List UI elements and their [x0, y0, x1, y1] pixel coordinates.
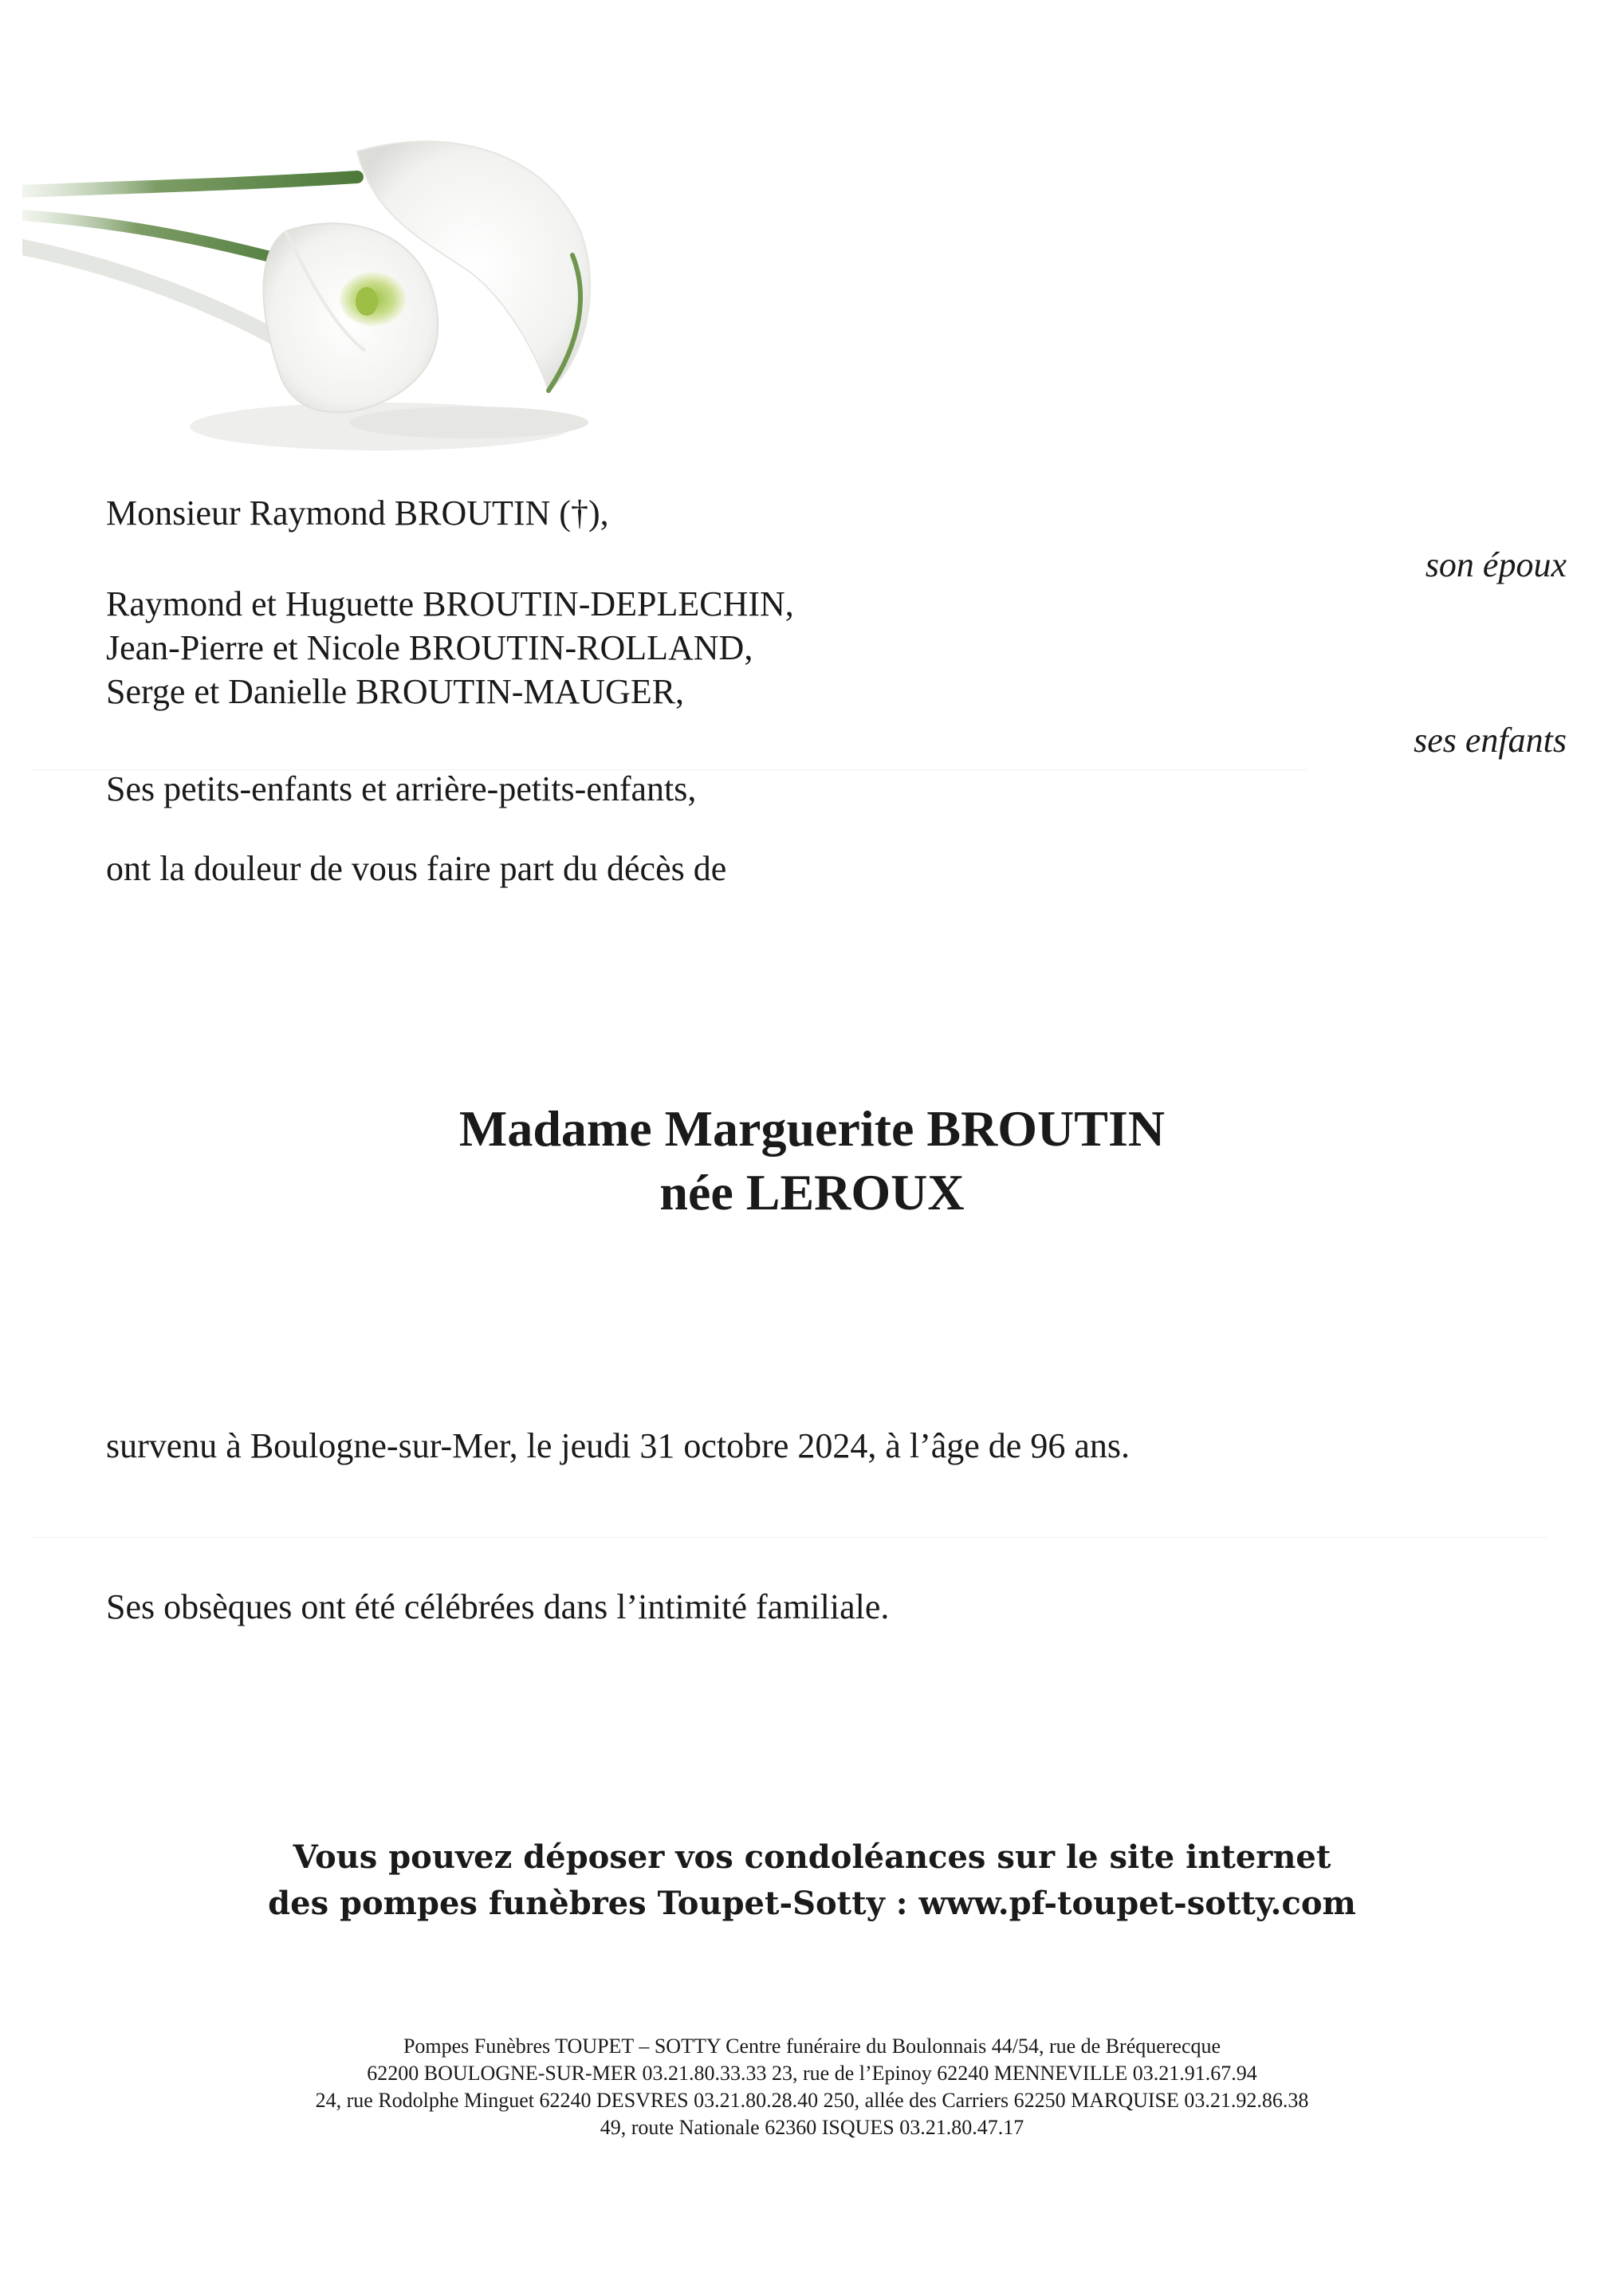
calla-lily-flower-icon — [22, 136, 620, 454]
children-role: ses enfants — [1414, 721, 1567, 760]
footer-address-line: 49, route Nationale 62360 ISQUES 03.21.80.47.17 — [600, 2116, 1024, 2139]
child-couple: Serge et Danielle BROUTIN-MAUGER, — [106, 672, 685, 711]
footer-address-line: 62200 BOULOGNE-SUR-MER 03.21.80.33.33 23, rue de l’Epinoy 62240 MENNEVILLE 03.21.91.67.94 — [367, 2062, 1257, 2085]
condolences-website-line: des pompes funèbres Toupet-Sotty : www.pf-toupet-sotty.com — [268, 1885, 1356, 1922]
spouse-name: Monsieur Raymond BROUTIN (†), — [106, 493, 609, 533]
death-details: survenu à Boulogne-sur-Mer, le jeudi 31 octobre 2024, à l’âge de 96 ans. — [106, 1426, 1130, 1465]
funeral-note: Ses obsèques ont été célébrées dans l’intimité familiale. — [106, 1587, 890, 1626]
scan-divider — [32, 1537, 1547, 1538]
deceased-name: Madame Marguerite BROUTIN — [458, 1100, 1166, 1157]
condolences-line: Vous pouvez déposer vos condoléances sur le site internet — [293, 1838, 1331, 1876]
child-couple: Raymond et Huguette BROUTIN-DEPLECHIN, — [106, 584, 794, 623]
grandchildren-line: Ses petits-enfants et arrière-petits-enfants, — [106, 769, 697, 808]
footer-address-line: Pompes Funèbres TOUPET – SOTTY Centre funéraire du Boulonnais 44/54, rue de Bréquerecque — [403, 2035, 1221, 2058]
deceased-maiden-name: née LEROUX — [659, 1164, 965, 1221]
announcement-line: ont la douleur de vous faire part du décès de — [106, 849, 727, 888]
child-couple: Jean-Pierre et Nicole BROUTIN-ROLLAND, — [106, 628, 753, 667]
spouse-role: son époux — [1425, 545, 1567, 584]
footer-address-line: 24, rue Rodolphe Minguet 62240 DESVRES 03.21.80.28.40 250, allée des Carriers 62250 MARQUISE 03.21.92.86.38 — [315, 2089, 1309, 2112]
